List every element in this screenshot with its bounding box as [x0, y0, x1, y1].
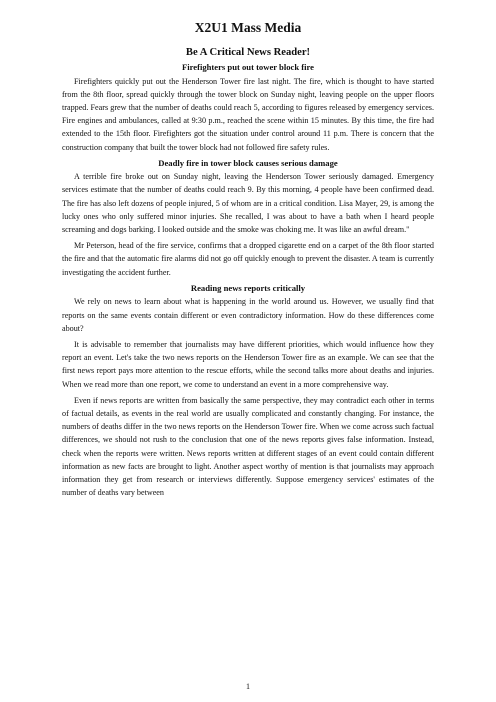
news-report-2 — [62, 157, 434, 279]
section-heading: Firefighters put out tower block fire — [182, 62, 314, 72]
critical-reading-section — [62, 282, 434, 500]
section-heading: Deadly fire in tower block causes serious damage — [158, 157, 338, 168]
paragraph: Mr Peterson, head of the fire service, confirms that a dropped cigarette end on a carpet of the 8th floor started the fire and that the automatic fire alarms did not go off quickly enough to prevent the disaster. A team is currently investigating the accident further. — [62, 241, 434, 277]
main-heading: Be A Critical News Reader! — [185, 47, 311, 58]
document-title: X2U1 Mass Media — [194, 20, 302, 35]
document-page — [62, 20, 434, 502]
paragraph: We rely on news to learn about what is happening in the world around us. However, we usually find that reports on the same events contain different or even contradictory information. How do these differences come about? — [62, 297, 434, 333]
paragraph: Even if news reports are written from basically the same perspective, they may contradict each other in terms of factual details, as events in the real world are usually complicated and constantly changing. For instance, the numbers of deaths differ in the two news reports on the Henderson Tower fire. When we come across such factual differences, we should not rush to the conclusion that one of the news reports gives false information. Instead, check when the reports were written. News reports written at different stages of an event could contain different information as new facts are brought to light. Another aspect worthy of mention is that journalists may approach information they get from research or interviews differently. Suppose emergency services' estimates of the number of deaths vary between — [62, 395, 434, 498]
paragraph: Firefighters quickly put out the Henderson Tower fire last night. The fire, which is thought to have started from the 8th floor, spread quickly through the tower block on Sunday night, leaving people on the upper floors trapped. Fears grew that the number of deaths could reach 5, according to figures released by emergency services. Fire engines and ambulances, called at 9:30 p.m., reached the scene within 15 minutes. By this time, the fire had extended to the 15th floor. Firefighters got the situation under control around 11 p.m. There is concern that the construction company that built the tower block had not followed fire safety rules. — [62, 76, 434, 152]
paragraph: It is advisable to remember that journalists may have different priorities, which would influence how they report an event. Let's take the two news reports on the Henderson Tower fire as an example. We can see that the first news report pays more attention to the rescue efforts, while the second talks more about deaths and injuries. When we read more than one report, we come to understand an event in a more comprehensive way. — [62, 339, 434, 389]
news-report-1 — [62, 61, 434, 154]
page-number: 1 — [246, 682, 250, 691]
section-heading: Reading news reports critically — [190, 282, 306, 293]
paragraph: A terrible fire broke out on Sunday night, leaving the Henderson Tower seriously damaged. Emergency services estimate that the number of deaths could reach 9. By this morning, 4 people have been confirmed dead. The fire has also left dozens of people injured, 5 of whom are in a critical condition. Lisa Mayer, 29, is among the lucky ones who only suffered minor injuries. She recalled, I was about to have a bath when I heard people screaming and dogs barking. I looked outside and the smoke was choking me. It was like an awful dream." — [62, 172, 434, 235]
